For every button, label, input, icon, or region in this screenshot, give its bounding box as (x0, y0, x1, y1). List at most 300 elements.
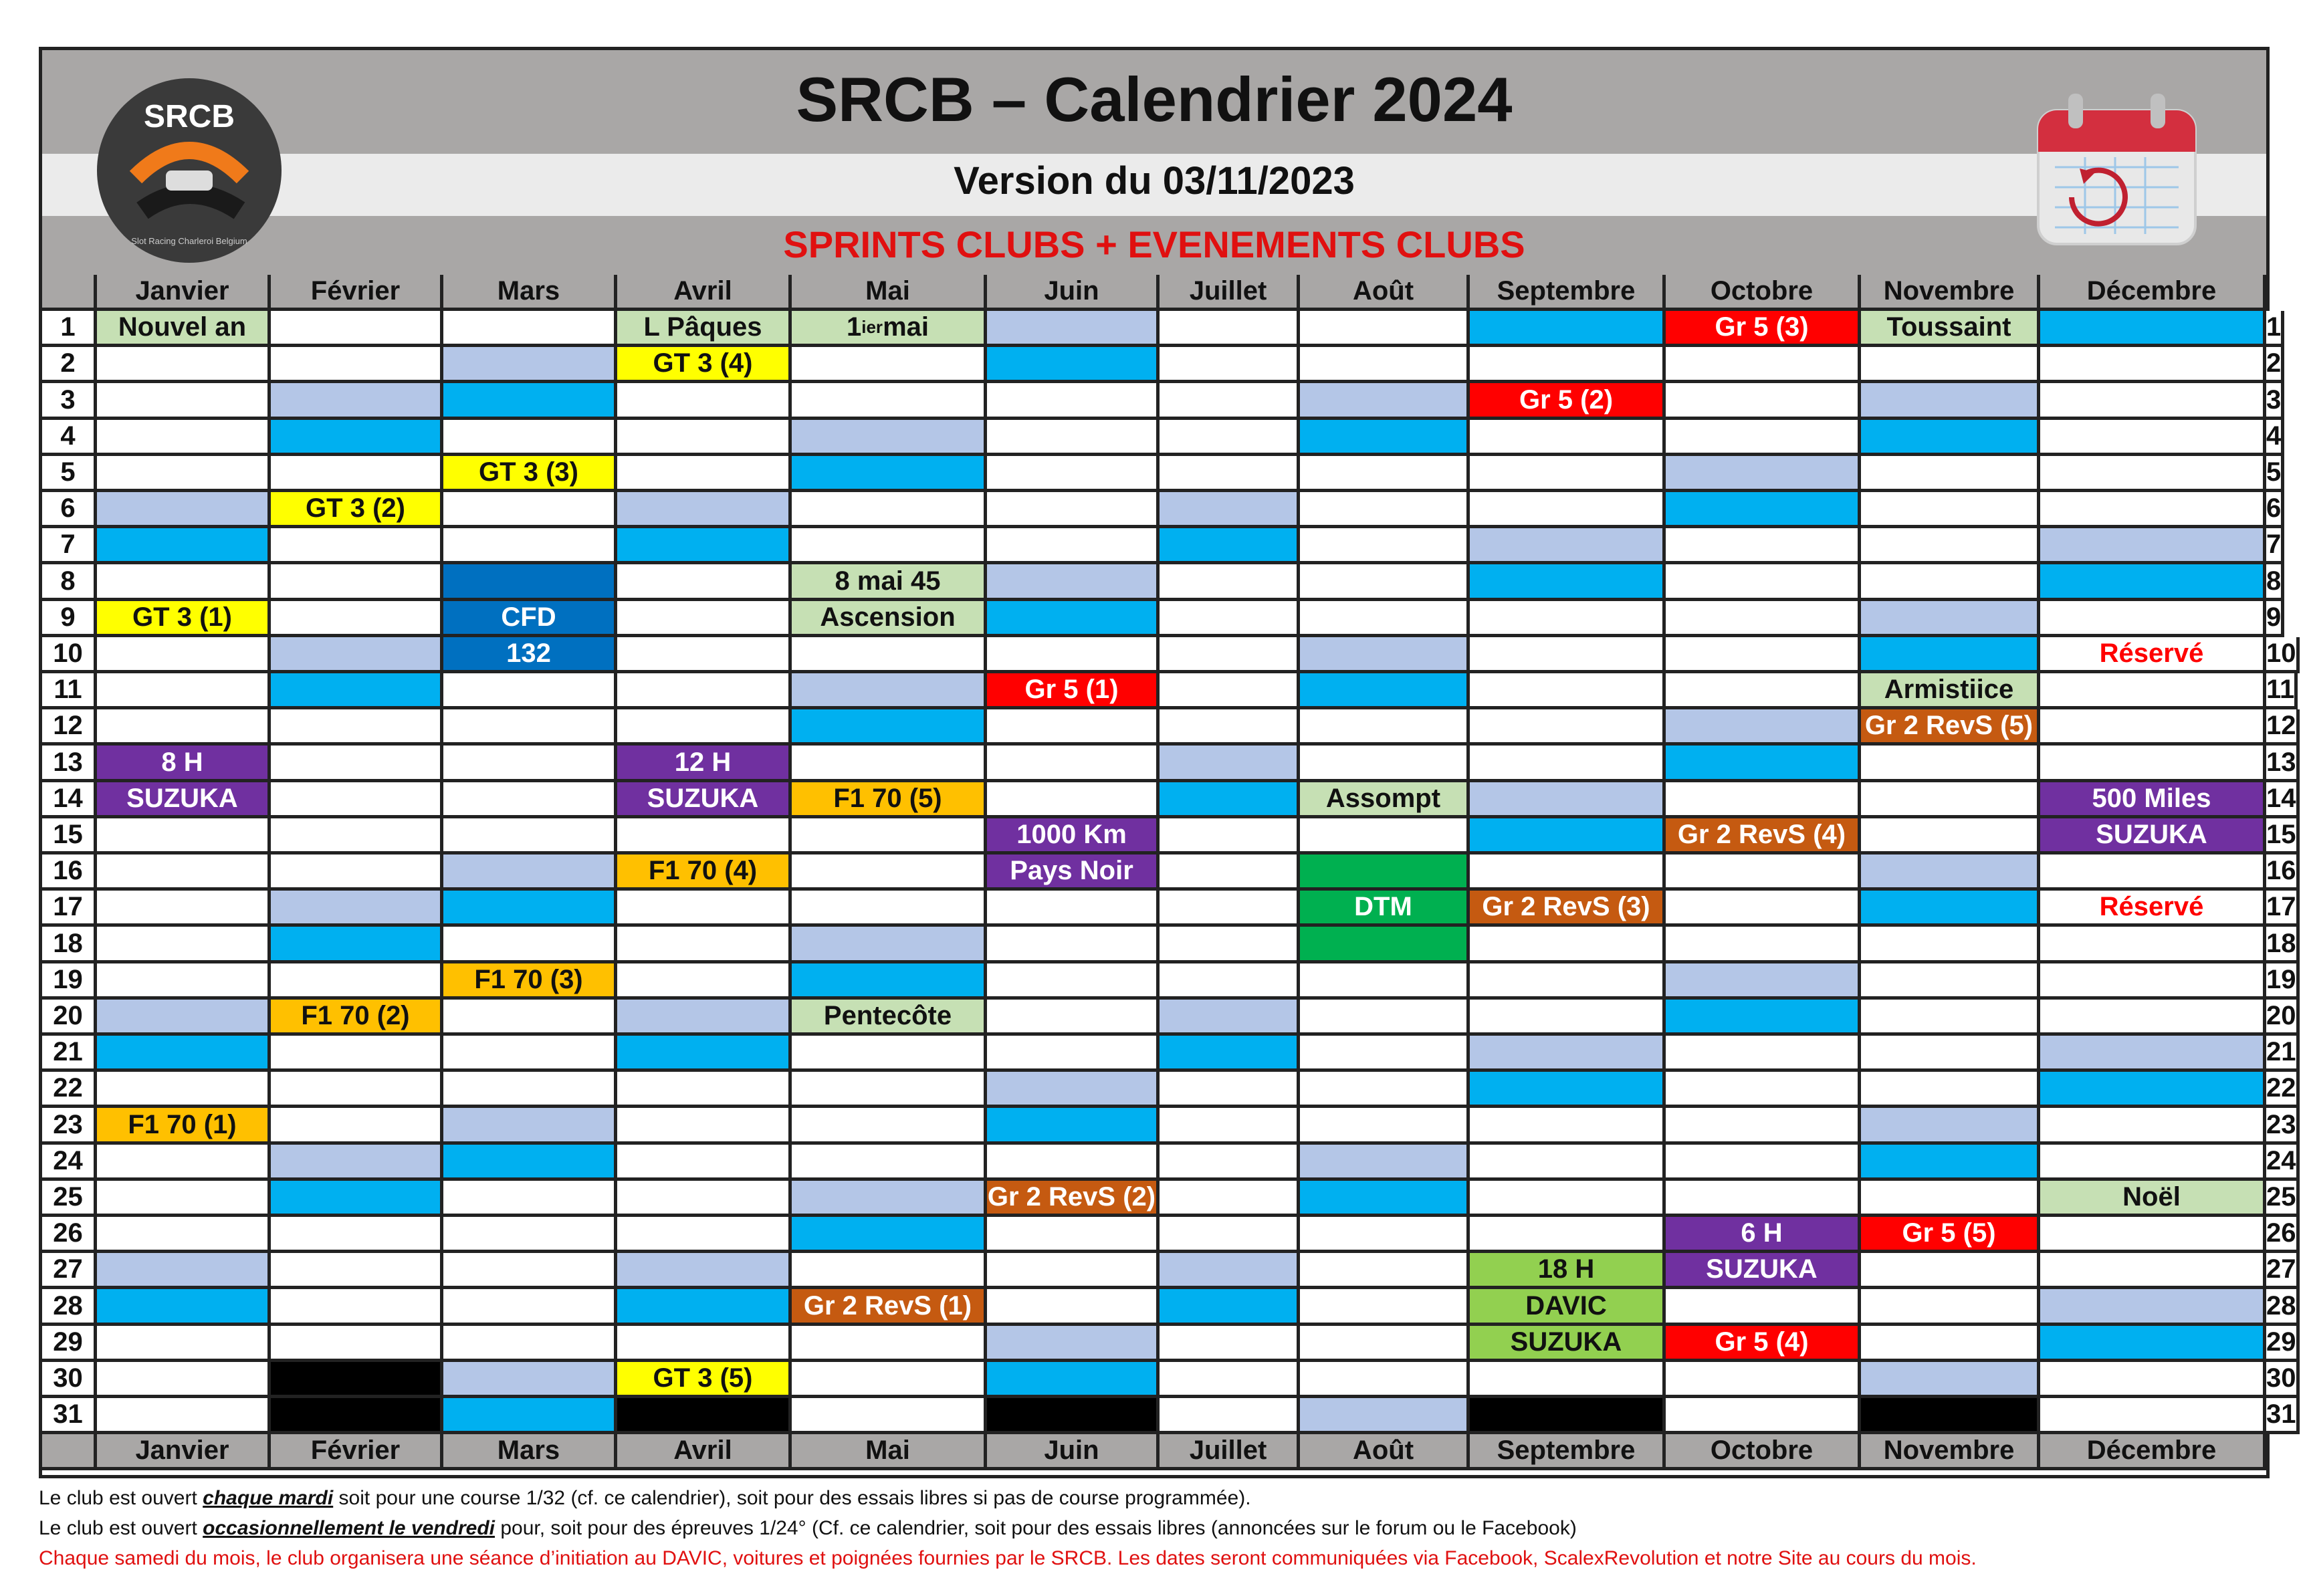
day-cell (97, 1289, 271, 1326)
day-cell (97, 456, 271, 492)
event-cell: F1 70 (3) (443, 963, 617, 1000)
day-cell (1300, 1398, 1470, 1434)
event-cell: Gr 5 (5) (1861, 1217, 2040, 1253)
day-cell (1300, 1217, 1470, 1253)
day-cell (1666, 1000, 1861, 1036)
day-cell (2040, 854, 2266, 891)
event-cell: F1 70 (4) (617, 854, 792, 891)
day-cell (1861, 891, 2040, 927)
day-cell (1300, 1181, 1470, 1217)
day-cell (443, 1000, 617, 1036)
day-number: 29 (2266, 1326, 2300, 1362)
day-cell (271, 1398, 443, 1434)
event-cell: Pentecôte (792, 1000, 987, 1036)
day-cell (1861, 564, 2040, 601)
month-header: Février (271, 275, 443, 311)
day-cell (1470, 746, 1666, 782)
day-cell (2040, 1362, 2266, 1398)
day-cell (1470, 673, 1666, 709)
day-cell (1160, 456, 1300, 492)
day-cell (792, 746, 987, 782)
event-cell: SUZUKA (97, 782, 271, 818)
day-cell (617, 1072, 792, 1108)
day-cell (987, 492, 1160, 528)
day-cell (97, 854, 271, 891)
day-cell (1470, 927, 1666, 963)
day-cell (617, 1217, 792, 1253)
day-number: 26 (42, 1217, 97, 1253)
day-cell (1160, 1072, 1300, 1108)
day-cell (1160, 564, 1300, 601)
day-cell (271, 1036, 443, 1072)
day-number: 28 (42, 1289, 97, 1326)
day-cell (1300, 528, 1470, 564)
day-cell (1861, 1036, 2040, 1072)
day-cell (443, 383, 617, 420)
day-cell (617, 1145, 792, 1181)
day-cell (1666, 528, 1861, 564)
day-cell (443, 311, 617, 347)
day-cell (1160, 637, 1300, 673)
day-cell (1666, 456, 1861, 492)
day-cell (97, 1362, 271, 1398)
day-cell (1160, 492, 1300, 528)
day-number: 4 (42, 420, 97, 456)
day-cell (1300, 1145, 1470, 1181)
day-number: 1 (42, 311, 97, 347)
day-cell (1470, 1362, 1666, 1398)
day-cell (1160, 1253, 1300, 1289)
event-cell: 1000 Km (987, 818, 1160, 854)
event-cell: Gr 2 RevS (4) (1666, 818, 1861, 854)
day-cell (271, 709, 443, 746)
day-cell (1666, 637, 1861, 673)
day-cell (1666, 782, 1861, 818)
day-cell (1666, 1289, 1861, 1326)
day-number: 13 (2266, 746, 2300, 782)
day-cell (1300, 383, 1470, 420)
month-header: Juin (987, 275, 1160, 311)
month-header: Janvier (97, 275, 271, 311)
day-number: 30 (42, 1362, 97, 1398)
day-cell (271, 637, 443, 673)
day-number: 5 (42, 456, 97, 492)
day-number: 21 (42, 1036, 97, 1072)
day-number: 24 (42, 1145, 97, 1181)
day-cell (1470, 1217, 1666, 1253)
day-cell (1300, 1036, 1470, 1072)
day-cell (1300, 818, 1470, 854)
day-cell (792, 1036, 987, 1072)
day-number: 2 (42, 347, 97, 383)
day-cell (97, 963, 271, 1000)
event-cell: Nouvel an (97, 311, 271, 347)
event-cell: DAVIC (1470, 1289, 1666, 1326)
day-cell (792, 854, 987, 891)
day-cell (1160, 347, 1300, 383)
day-cell (271, 746, 443, 782)
day-cell (1160, 963, 1300, 1000)
day-cell (443, 528, 617, 564)
day-cell (1160, 1398, 1300, 1434)
day-cell (1160, 1217, 1300, 1253)
day-cell (1300, 1072, 1470, 1108)
day-cell (1470, 963, 1666, 1000)
day-cell (1666, 1072, 1861, 1108)
day-cell (2040, 601, 2266, 637)
day-cell (1160, 1145, 1300, 1181)
day-number: 9 (42, 601, 97, 637)
day-cell (1160, 746, 1300, 782)
day-cell (271, 1253, 443, 1289)
day-cell (1666, 1108, 1861, 1145)
day-cell (271, 1181, 443, 1217)
day-number: 23 (42, 1108, 97, 1145)
day-cell (617, 528, 792, 564)
day-cell (271, 420, 443, 456)
day-cell (1470, 347, 1666, 383)
day-cell (617, 1036, 792, 1072)
day-cell (1470, 1036, 1666, 1072)
day-cell (1300, 564, 1470, 601)
day-cell (1666, 927, 1861, 963)
day-cell (987, 528, 1160, 564)
day-cell (1160, 1362, 1300, 1398)
day-cell (1861, 963, 2040, 1000)
day-cell (1470, 528, 1666, 564)
day-cell (1470, 1000, 1666, 1036)
day-cell (2040, 1253, 2266, 1289)
event-cell: 1 ier mai (792, 311, 987, 347)
day-cell (97, 709, 271, 746)
day-cell (1300, 420, 1470, 456)
day-cell (97, 818, 271, 854)
day-cell (2040, 709, 2266, 746)
day-cell (1470, 311, 1666, 347)
day-cell (617, 963, 792, 1000)
event-cell: 6 H (1666, 1217, 1861, 1253)
day-cell (271, 383, 443, 420)
day-cell (2040, 1326, 2266, 1362)
month-footer: Mai (792, 1434, 987, 1470)
event-cell: SUZUKA (617, 782, 792, 818)
day-number: 26 (2266, 1217, 2300, 1253)
day-cell (1861, 854, 2040, 891)
event-cell: Assompt (1300, 782, 1470, 818)
event-cell: 8 H (97, 746, 271, 782)
day-number: 15 (42, 818, 97, 854)
day-number: 31 (2266, 1398, 2300, 1434)
month-footer: Mars (443, 1434, 617, 1470)
day-cell (987, 1036, 1160, 1072)
day-cell (1861, 1000, 2040, 1036)
day-cell (987, 1398, 1160, 1434)
day-cell (792, 1398, 987, 1434)
day-cell (792, 383, 987, 420)
event-cell: SUZUKA (2040, 818, 2266, 854)
month-footer: Septembre (1470, 1434, 1666, 1470)
day-cell (1160, 854, 1300, 891)
day-cell (617, 1398, 792, 1434)
day-cell (271, 1108, 443, 1145)
day-cell (987, 1362, 1160, 1398)
version-label: Version du 03/11/2023 (954, 159, 1355, 203)
day-cell (97, 1217, 271, 1253)
day-number: 25 (2266, 1181, 2300, 1217)
day-cell (792, 1072, 987, 1108)
day-number: 20 (2266, 1000, 2300, 1036)
day-cell (1666, 601, 1861, 637)
day-cell (1160, 1000, 1300, 1036)
day-cell (792, 927, 987, 963)
day-cell (271, 1289, 443, 1326)
day-cell (617, 637, 792, 673)
event-cell: GT 3 (2) (271, 492, 443, 528)
day-number: 16 (42, 854, 97, 891)
day-cell (443, 564, 617, 601)
day-number: 14 (2266, 782, 2300, 818)
day-cell (1300, 709, 1470, 746)
day-cell (443, 818, 617, 854)
day-number: 25 (42, 1181, 97, 1217)
day-cell (1160, 601, 1300, 637)
day-cell (617, 1253, 792, 1289)
note-friday: Le club est ouvert occasionnellement le vendredi pour, soit pour des épreuves 1/24° (Cf. ce calendrier, soit pour des essais libres (annoncées sur le forum ou le Facebook) (39, 1517, 1577, 1539)
day-cell (271, 963, 443, 1000)
day-cell (443, 1145, 617, 1181)
day-cell (617, 891, 792, 927)
day-number: 8 (42, 564, 97, 601)
day-cell (443, 709, 617, 746)
day-cell (1160, 420, 1300, 456)
event-cell: Pays Noir (987, 854, 1160, 891)
day-cell (792, 709, 987, 746)
month-header: Mai (792, 275, 987, 311)
day-cell (1300, 1362, 1470, 1398)
day-cell (97, 1072, 271, 1108)
day-cell (617, 818, 792, 854)
event-cell: GT 3 (3) (443, 456, 617, 492)
day-cell (1160, 1181, 1300, 1217)
day-cell (1300, 601, 1470, 637)
day-number: 22 (2266, 1072, 2300, 1108)
event-cell: F1 70 (2) (271, 1000, 443, 1036)
day-cell (2040, 1072, 2266, 1108)
day-cell (443, 1362, 617, 1398)
day-cell (1666, 420, 1861, 456)
day-number: 7 (42, 528, 97, 564)
event-cell: Gr 2 RevS (5) (1861, 709, 2040, 746)
day-cell (1470, 456, 1666, 492)
month-footer: Juin (987, 1434, 1160, 1470)
day-cell (1160, 709, 1300, 746)
day-cell (1300, 1000, 1470, 1036)
day-cell (617, 383, 792, 420)
day-number: 29 (42, 1326, 97, 1362)
day-number: 5 (2266, 456, 2284, 492)
day-cell (987, 963, 1160, 1000)
day-cell (1160, 1326, 1300, 1362)
day-cell (987, 347, 1160, 383)
day-number: 10 (2266, 637, 2300, 673)
day-cell (443, 420, 617, 456)
day-cell (987, 1108, 1160, 1145)
day-number: 7 (2266, 528, 2284, 564)
day-cell (1300, 927, 1470, 963)
day-cell (617, 1181, 792, 1217)
event-cell: GT 3 (1) (97, 601, 271, 637)
day-cell (271, 927, 443, 963)
day-cell (1666, 963, 1861, 1000)
day-cell (1300, 854, 1470, 891)
day-cell (1470, 782, 1666, 818)
calendar-frame (39, 47, 2296, 1478)
day-cell (987, 637, 1160, 673)
day-cell (97, 927, 271, 963)
day-cell (617, 673, 792, 709)
day-cell (443, 1036, 617, 1072)
day-cell (987, 311, 1160, 347)
day-cell (1861, 1362, 2040, 1398)
day-cell (2040, 383, 2266, 420)
month-header: Octobre (1666, 275, 1861, 311)
day-cell (1160, 782, 1300, 818)
day-cell (1666, 1145, 1861, 1181)
day-cell (1861, 1253, 2040, 1289)
note-tuesday: Le club est ouvert chaque mardi soit pour une course 1/32 (cf. ce calendrier), soit pour des essais libres si pas de course programmée). (39, 1487, 1251, 1509)
day-cell (97, 1036, 271, 1072)
day-cell (1861, 1289, 2040, 1326)
day-cell (987, 456, 1160, 492)
day-number: 28 (2266, 1289, 2300, 1326)
day-cell (1470, 854, 1666, 891)
day-cell (97, 347, 271, 383)
day-number: 16 (2266, 854, 2300, 891)
day-cell (1470, 818, 1666, 854)
day-number: 10 (42, 637, 97, 673)
month-header: Mars (443, 275, 617, 311)
event-cell: F1 70 (5) (792, 782, 987, 818)
day-cell (271, 311, 443, 347)
day-cell (1160, 1289, 1300, 1326)
day-cell (97, 1145, 271, 1181)
day-cell (443, 1289, 617, 1326)
day-number: 19 (2266, 963, 2300, 1000)
logo-text: SRCB (143, 99, 235, 134)
month-footer: Avril (617, 1434, 792, 1470)
day-cell (97, 492, 271, 528)
day-cell (1861, 492, 2040, 528)
day-cell (617, 1326, 792, 1362)
day-number: 13 (42, 746, 97, 782)
event-cell: GT 3 (4) (617, 347, 792, 383)
day-cell (97, 564, 271, 601)
day-cell (97, 891, 271, 927)
day-cell (792, 1326, 987, 1362)
day-number: 6 (42, 492, 97, 528)
day-number: 21 (2266, 1036, 2300, 1072)
day-cell (2040, 927, 2266, 963)
day-cell (2040, 311, 2266, 347)
day-cell (97, 1181, 271, 1217)
event-cell: Armistiice (1861, 673, 2040, 709)
month-footer: Août (1300, 1434, 1470, 1470)
day-cell (792, 347, 987, 383)
day-cell (443, 492, 617, 528)
day-cell (617, 564, 792, 601)
event-cell: Gr 5 (4) (1666, 1326, 1861, 1362)
day-cell (792, 1145, 987, 1181)
day-cell (1300, 347, 1470, 383)
day-cell (1470, 1072, 1666, 1108)
day-cell (1470, 709, 1666, 746)
day-cell (1300, 1108, 1470, 1145)
day-number: 18 (42, 927, 97, 963)
day-cell (1666, 1398, 1861, 1434)
day-number: 12 (42, 709, 97, 746)
event-cell: Gr 2 RevS (2) (987, 1181, 1160, 1217)
day-number: 17 (2266, 891, 2300, 927)
day-cell (987, 564, 1160, 601)
day-cell (2040, 564, 2266, 601)
subtitle-label: SPRINTS CLUBS + EVENEMENTS CLUBS (783, 223, 1525, 265)
day-cell (987, 1289, 1160, 1326)
day-cell (1861, 746, 2040, 782)
page-title: SRCB – Calendrier 2024 (796, 64, 1513, 134)
day-cell (97, 420, 271, 456)
day-cell (792, 1217, 987, 1253)
day-number: 14 (42, 782, 97, 818)
footer-notes (39, 1483, 2270, 1573)
day-cell (1861, 347, 2040, 383)
day-cell (1666, 492, 1861, 528)
day-cell (1300, 963, 1470, 1000)
month-header: Août (1300, 275, 1470, 311)
day-cell (617, 492, 792, 528)
day-number: 19 (42, 963, 97, 1000)
day-cell (97, 1398, 271, 1434)
event-cell: L Pâques (617, 311, 792, 347)
day-cell (443, 1181, 617, 1217)
day-cell (271, 1326, 443, 1362)
event-cell: 132 (443, 637, 617, 673)
day-cell (1470, 1108, 1666, 1145)
day-cell (792, 1108, 987, 1145)
day-cell (1300, 1253, 1470, 1289)
day-cell (987, 782, 1160, 818)
day-cell (1470, 564, 1666, 601)
day-cell (2040, 963, 2266, 1000)
event-cell: Réservé (2040, 637, 2266, 673)
event-cell: Gr 2 RevS (1) (792, 1289, 987, 1326)
event-cell: 500 Miles (2040, 782, 2266, 818)
day-cell (2040, 420, 2266, 456)
day-cell (443, 927, 617, 963)
day-cell (1300, 492, 1470, 528)
day-cell (1160, 818, 1300, 854)
day-cell (617, 1108, 792, 1145)
day-cell (1861, 1145, 2040, 1181)
day-cell (1666, 564, 1861, 601)
day-cell (271, 854, 443, 891)
day-cell (1300, 637, 1470, 673)
event-cell: SUZUKA (1470, 1326, 1666, 1362)
day-cell (1160, 673, 1300, 709)
day-cell (987, 1217, 1160, 1253)
day-cell (792, 492, 987, 528)
day-cell (1861, 637, 2040, 673)
day-cell (443, 782, 617, 818)
